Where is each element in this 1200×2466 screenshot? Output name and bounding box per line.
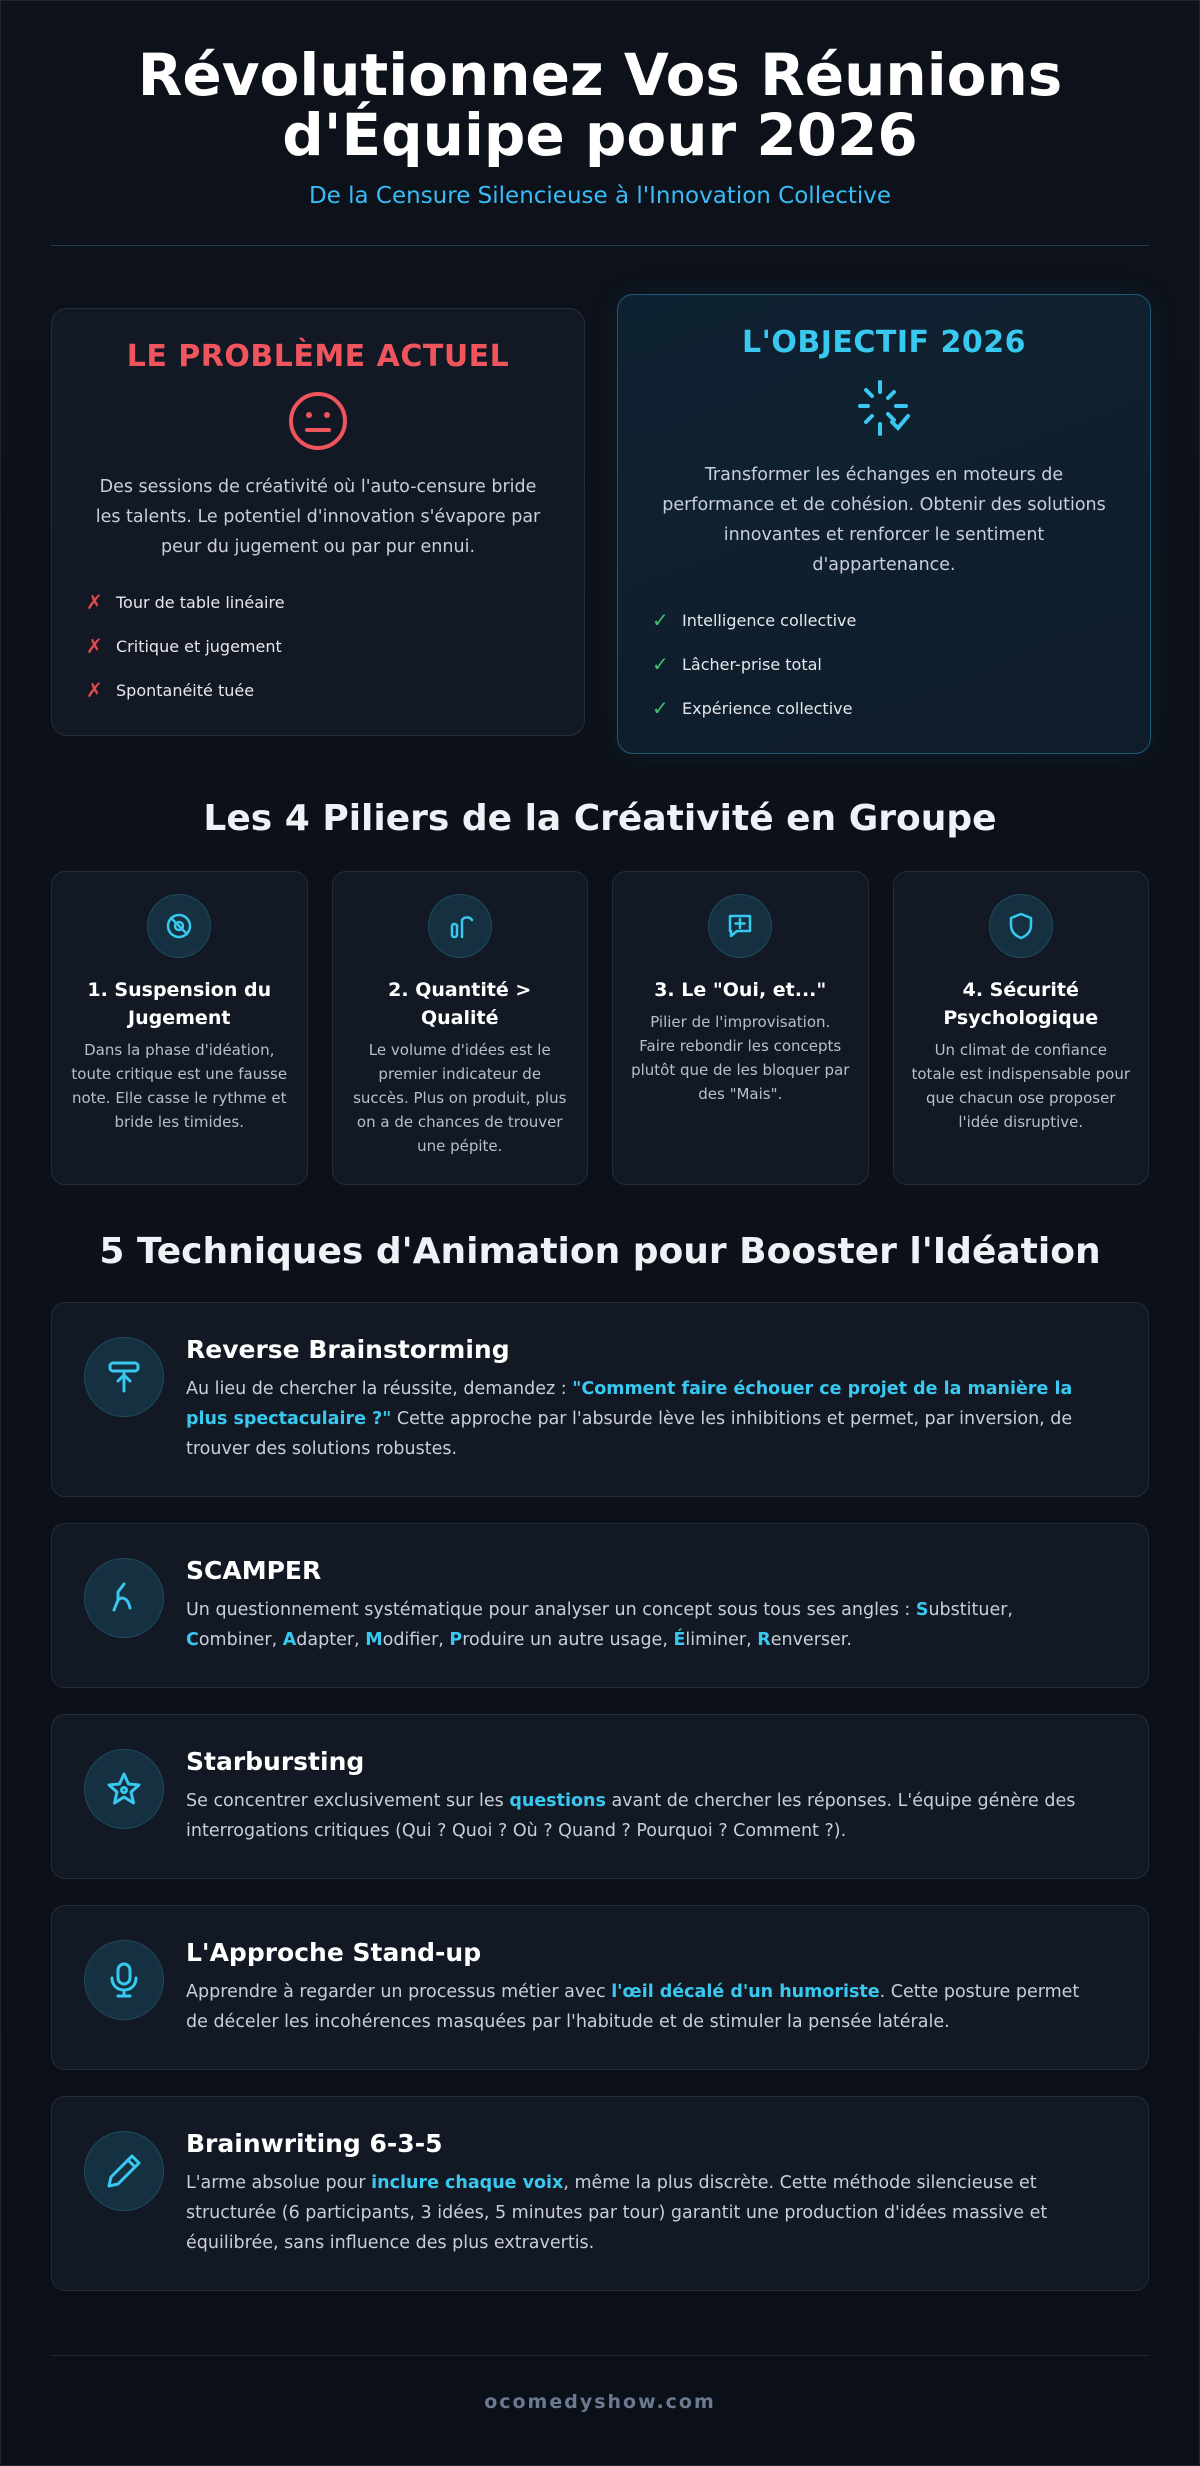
list-item	[86, 668, 550, 712]
problem-text: Des sessions de créativité où l'auto-censure bride les talents. Le potentiel d'innovation s'évapore par peur du jugement ou par pur ennui.	[95, 477, 541, 557]
technique-desc	[186, 1786, 1104, 1846]
techniques-heading: 5 Techniques d'Animation pour Booster l'Idéation	[99, 1231, 1101, 1272]
text-segment: ubstituer,	[928, 1600, 1013, 1620]
technique-name: SCAMPER	[186, 1556, 322, 1585]
text-segment: Se concentrer exclusivement sur les	[186, 1791, 510, 1811]
text-segment: . Cette posture permet de déceler les incohérences masquées par l'habitude et de stimuler la pensée latérale.	[186, 1982, 1080, 2032]
check-icon: ✓	[652, 652, 669, 676]
message-plus-icon	[708, 894, 772, 958]
footer-brand: ocomedyshow.com	[484, 2391, 716, 2413]
sparkle-burst-icon	[652, 376, 1116, 440]
technique-name: Starbursting	[186, 1747, 365, 1776]
text-segment: L'arme absolue pour	[186, 2173, 372, 2193]
techniques-list	[51, 1302, 1149, 2291]
technique-name: L'Approche Stand-up	[186, 1938, 482, 1967]
star-icon	[84, 1749, 164, 1829]
technique-name: Brainwriting 6-3-5	[186, 2129, 443, 2158]
goal-text: Transformer les échanges en moteurs de performance et de cohésion. Obtenir des solutions innovantes et renforcer le sentiment d'appartenance.	[662, 465, 1106, 575]
highlighted-text: l'œil décalé d'un humoriste	[611, 1982, 880, 2002]
pencil-icon	[84, 2131, 164, 2211]
cross-icon: ✗	[86, 634, 103, 658]
header	[1, 1, 1199, 209]
pillar-card	[612, 871, 869, 1185]
footer-divider	[51, 2355, 1149, 2356]
shield-icon	[989, 894, 1053, 958]
text-segment: Cette approche par l'absurde lève les inhibitions et permet, par inversion, de trouver des solutions robustes.	[186, 1409, 1073, 1459]
pillars-heading: Les 4 Piliers de la Créativité en Groupe	[203, 798, 997, 839]
highlighted-text: M	[365, 1630, 383, 1650]
problem-card	[51, 308, 585, 736]
highlighted-text: inclure chaque voix	[371, 2173, 564, 2193]
cross-icon: ✗	[86, 590, 103, 614]
pillar-card	[51, 871, 308, 1185]
technique-desc	[186, 1595, 1104, 1655]
list-item-label: Lâcher-prise total	[682, 654, 822, 674]
pillar-title: 4. Sécurité Psychologique	[943, 979, 1099, 1029]
text-segment: odifier,	[382, 1630, 450, 1650]
list-item-label: Tour de table linéaire	[116, 592, 285, 612]
text-segment: Un questionnement systématique pour analyser un concept sous tous ses angles :	[186, 1600, 916, 1620]
highlighted-text: S	[915, 1600, 929, 1620]
list-item	[652, 642, 1116, 686]
neutral-face-icon	[86, 390, 550, 452]
check-icon: ✓	[652, 608, 669, 632]
highlighted-text: P	[449, 1630, 463, 1650]
text-segment: avant de chercher les réponses. L'équipe génère des interrogations critiques (Qui ? Quoi ? Où ? Quand ? Pourquoi ? Comment ?).	[186, 1791, 1076, 1841]
technique-card	[51, 2096, 1149, 2291]
text-segment: Apprendre à regarder un processus métier avec	[186, 1982, 612, 2002]
text-segment: enverser.	[770, 1630, 852, 1650]
pillar-text: Le volume d'idées est le premier indicateur de succès. Plus on produit, plus on a de chances de trouver une pépite.	[353, 1041, 567, 1155]
page-subtitle: De la Censure Silencieuse à l'Innovation Collective	[308, 183, 892, 209]
page-title: Révolutionnez Vos Réunions d'Équipe pour 2026	[137, 41, 1063, 169]
technique-card	[51, 1714, 1149, 1879]
check-icon: ✓	[652, 696, 669, 720]
list-item-label: Critique et jugement	[116, 636, 282, 656]
pillar-text: Dans la phase d'idéation, toute critique est une fausse note. Elle casse le rythme et bride les timides.	[71, 1041, 288, 1131]
cross-icon: ✗	[86, 678, 103, 702]
problem-list	[86, 580, 550, 712]
list-item	[652, 686, 1116, 730]
goal-card	[617, 294, 1151, 754]
problem-title: LE PROBLÈME ACTUEL	[126, 339, 510, 374]
microphone-icon	[84, 1940, 164, 2020]
pillar-card	[332, 871, 589, 1185]
technique-card	[51, 1523, 1149, 1688]
technique-card	[51, 1905, 1149, 2070]
pillar-title: 3. Le "Oui, et..."	[654, 979, 827, 1001]
pillar-title: 1. Suspension du Jugement	[87, 979, 272, 1029]
text-segment: , même la plus discrète. Cette méthode silencieuse et structurée (6 participants, 3 idées, 5 minutes par tour) garantit une production d'idées massive et équilibrée, sans influence des plus extravertis.	[186, 2173, 1048, 2253]
pillar-title: 2. Quantité > Qualité	[388, 979, 532, 1029]
list-item	[86, 580, 550, 624]
pillars-grid	[51, 871, 1149, 1185]
list-item	[86, 624, 550, 668]
technique-desc	[186, 2168, 1104, 2258]
highlighted-text: A	[282, 1630, 297, 1650]
text-segment: Au lieu de chercher la réussite, demandez :	[186, 1379, 573, 1399]
text-segment: dapter,	[296, 1630, 366, 1650]
text-segment: liminer,	[685, 1630, 758, 1650]
list-item-label: Expérience collective	[682, 698, 853, 718]
highlighted-text: C	[186, 1630, 199, 1650]
highlighted-text: "Comment faire échouer ce projet de la manière la plus spectaculaire ?"	[186, 1379, 1073, 1429]
header-divider	[51, 245, 1149, 246]
list-item	[652, 598, 1116, 642]
goal-title: L'OBJECTIF 2026	[742, 325, 1026, 360]
goal-list	[652, 598, 1116, 730]
technique-desc	[186, 1977, 1104, 2037]
no-judgment-icon	[147, 894, 211, 958]
text-segment: ombiner,	[198, 1630, 283, 1650]
list-item-label: Intelligence collective	[682, 610, 857, 630]
quantity-icon	[428, 894, 492, 958]
technique-desc	[186, 1374, 1104, 1464]
text-segment: roduire un autre usage,	[462, 1630, 674, 1650]
highlighted-text: R	[757, 1630, 771, 1650]
pillar-text: Pilier de l'improvisation. Faire rebondir les concepts plutôt que de les bloquer par des "Mais".	[631, 1013, 850, 1103]
paint-roller-icon	[84, 1337, 164, 1417]
highlighted-text: questions	[509, 1791, 606, 1811]
technique-name: Reverse Brainstorming	[186, 1335, 510, 1364]
comparison-cards	[1, 294, 1199, 754]
quill-icon	[84, 1558, 164, 1638]
pillar-card	[893, 871, 1150, 1185]
highlighted-text: É	[673, 1630, 686, 1650]
technique-card	[51, 1302, 1149, 1497]
pillar-text: Un climat de confiance totale est indispensable pour que chacun ose proposer l'idée disruptive.	[911, 1041, 1130, 1131]
list-item-label: Spontanéité tuée	[116, 680, 255, 700]
